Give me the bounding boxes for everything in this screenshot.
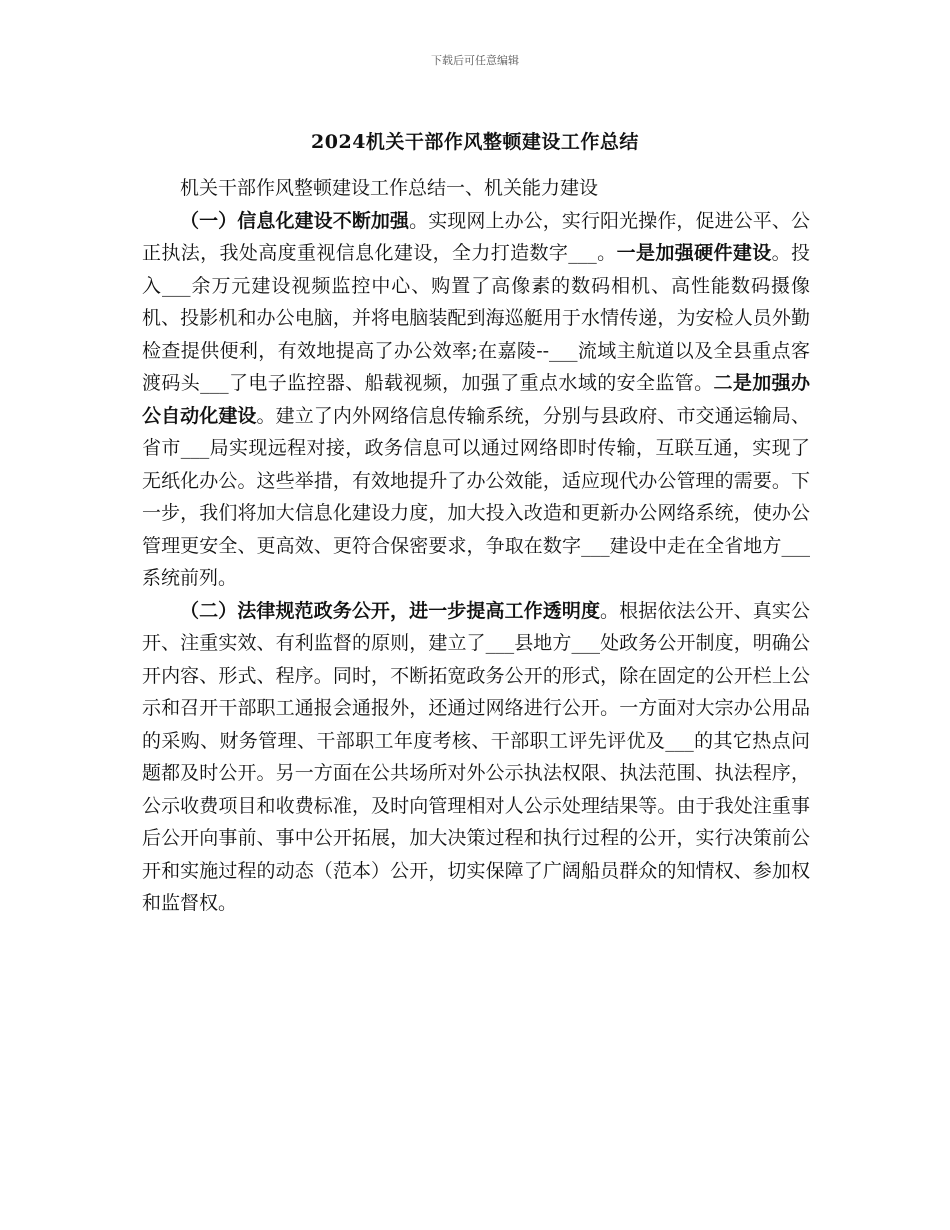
header-note: 下载后可任意编辑 <box>431 54 519 67</box>
section2-paragraph <box>142 595 810 920</box>
document-body <box>142 172 810 920</box>
section1-text-2: 。投入___余万元建设视频监控中心、购置了高像素的数码相机、高性能数码摄像机、投影机和办公电脑，并将电脑装配到海巡艇用于水情传递，为安检人员外勤检查提供便利，有效地提高了办公效率;在嘉陵--___流域主航道以及全县重点客渡码头___了电子监控器、船载视频，加强了重点水域的安全监管。 <box>142 242 810 394</box>
section2-text-1: 。根据依法公开、真实公开、注重实效、有利监督的原则，建立了___县地方___处政务公开制度，明确公开内容、形式、程序。同时，不断拓宽政务公开的形式，除在固定的公开栏上公示和召开干部职工通报会通报外，还通过网络进行公开。一方面对大宗办公用品的采购、财务管理、干部职工年度考核、干部职工评先评优及___的其它热点问题都及时公开。另一方面在公共场所对外公示执法权限、执法范围、执法程序，公示收费项目和收费标准，及时向管理相对人公示处理结果等。由于我处注重事后公开向事前、事中公开拓展，加大决策过程和执行过程的公开，实行决策前公开和实施过程的动态（范本）公开，切实保障了广阔船员群众的知情权、参加权和监督权。 <box>142 599 810 914</box>
document-title: 2024机关干部作风整顿建设工作总结 <box>311 131 639 153</box>
section1-paragraph <box>142 205 810 595</box>
intro-paragraph: 机关干部作风整顿建设工作总结一、机关能力建设 <box>180 177 599 199</box>
section1-point1: 一是加强硬件建设 <box>616 242 772 264</box>
section1-text-1: 。实现网上办公，实行阳光操作，促进公平、公正执法，我处高度重视信息化建设，全力打造数字___。 <box>142 209 810 264</box>
section2-heading: （二）法律规范政务公开，进一步提高工作透明度 <box>180 599 601 622</box>
section1-point2: 二是加强办公自动化建设 <box>142 372 810 427</box>
section1-text-3: 。建立了内外网络信息传输系统，分别与县政府、市交通运输局、省市___局实现远程对接，政务信息可以通过网络即时传输，互联互通，实现了无纸化办公。这些举措，有效地提升了办公效能，适应现代办公管理的需要。下一步，我们将加大信息化建设力度，加大投入改造和更新办公网络系统，使办公管理更安全、更高效、更符合保密要求，争取在数字___建设中走在全省地方___系统前列。 <box>142 404 810 589</box>
section1-heading: （一）信息化建设不断加强 <box>180 209 410 232</box>
